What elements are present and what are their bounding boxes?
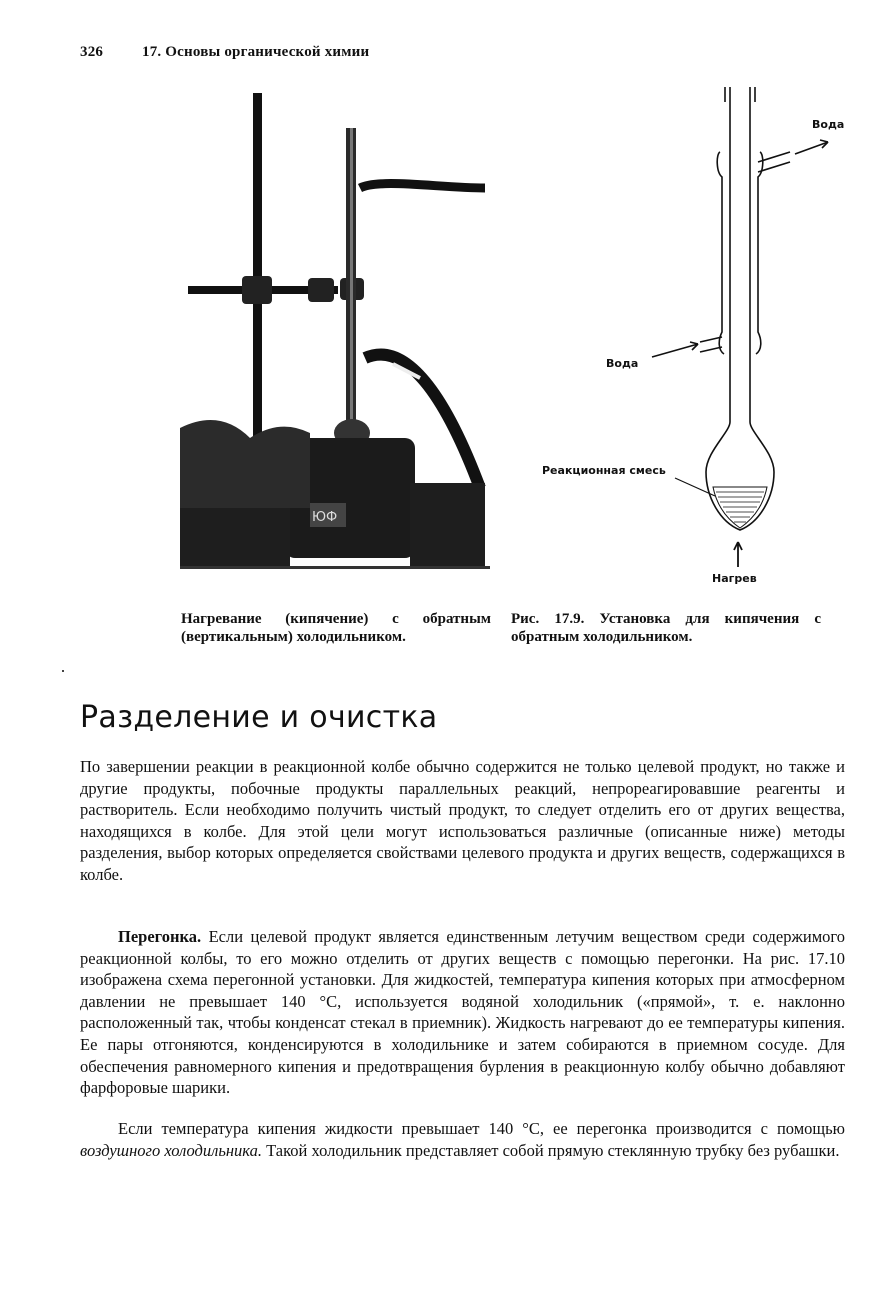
reflux-photo xyxy=(180,88,490,590)
scan-speck xyxy=(62,670,64,672)
figure-caption: Рис. 17.9. Установка для кипячения с обратным холодильником. xyxy=(511,611,821,645)
paragraph-intro: По завершении реакции в реакционной колбе обычно содержится не только целевой продукт, но также и другие продукты, побочные продукты параллельных реакций, непрореагировавшие реагенты и растворитель. Если необходимо получить чистый продукт, то следует отделить его от других вещества, находящихся в колбе. Для этой цели могут использоваться различные (описанные ниже) методы разделения, выбор которых определяется свойствами целевого продукта и других веществ, содержащихся в колбе. xyxy=(80,757,845,884)
page-header xyxy=(80,44,369,61)
svg-text:ЮФ: ЮФ xyxy=(312,510,338,525)
label-reaction-mixture: Реакционная смесь xyxy=(542,464,666,477)
air-condenser-text-a: Если температура кипения жидкости превышает 140 °С, ее перегонка производится с помощью xyxy=(118,1119,845,1138)
paragraph-air-condenser xyxy=(80,1118,845,1161)
label-heating: Нагрев xyxy=(712,572,757,585)
label-water-inlet: Вода xyxy=(606,357,639,370)
air-condenser-term: воздушного холодильника. xyxy=(80,1140,262,1160)
distillation-lead: Перегонка. xyxy=(118,927,202,946)
photo-caption: Нагревание (кипячение) с обратным (вертикальным) холодильником. xyxy=(181,611,491,645)
section-title: Разделение и очистка xyxy=(80,700,438,735)
distillation-text: Если целевой продукт является единственным летучим веществом среди содержимого реакционной колбы, то его можно отделить от других веществ с помощью перегонки. На рис. 17.10 изображена схема перегонной установки. Для жидкостей, температура кипения которых при атмосферном давлении не превышает 140 °С, используется водяной холодильник («прямой», т. е. наклонно расположенный так, чтобы конденсат стекал в приемник). Жидкость нагревают до ее температуры кипения. Ее пары отгоняются, конденсируются в холодильнике и затем собираются в приемном сосуде. Для обеспечения равномерного кипения и предотвращения бурления в реакционную колбу обычно добавляют фарфоровые шарики. xyxy=(80,927,845,1098)
reflux-diagram xyxy=(520,82,860,592)
label-water-outlet: Вода xyxy=(812,118,845,131)
air-condenser-text-b: Такой холодильник представляет собой прямую стеклянную трубку без рубашки. xyxy=(261,1140,840,1160)
chapter-title: 17. Основы органической химии xyxy=(142,44,370,60)
paragraph-distillation xyxy=(80,926,845,1099)
page-number: 326 xyxy=(80,44,104,60)
